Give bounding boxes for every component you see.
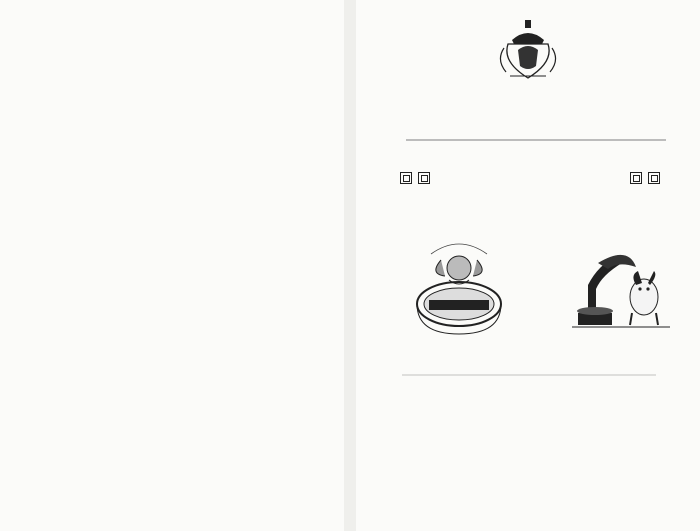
gramophone-angel-logo-icon [417,244,501,334]
right-page [356,0,700,531]
ornament-icon [400,172,412,184]
ornament-icon [418,172,430,184]
book-gutter [344,0,356,531]
ornament-icon [630,172,642,184]
left-page [0,0,344,531]
coat-of-arms-icon [500,20,555,78]
his-masters-voice-logo-icon [572,255,670,327]
royal-warrant-line-1 [356,72,700,81]
ornament-icon [648,172,660,184]
